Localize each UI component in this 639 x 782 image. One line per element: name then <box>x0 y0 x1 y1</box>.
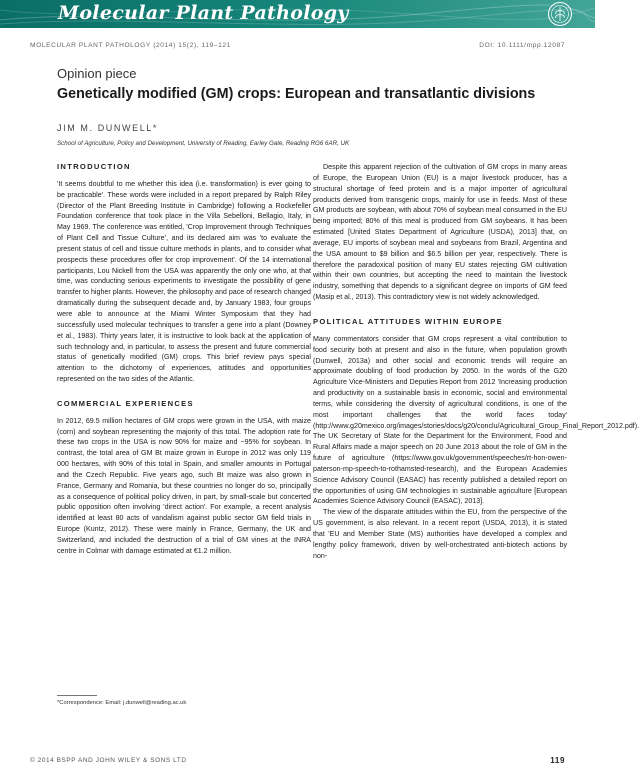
introduction-heading: INTRODUCTION <box>57 162 131 171</box>
journal-name: Molecular Plant Pathology <box>58 2 349 24</box>
right-column <box>313 162 639 562</box>
correspondence-note: *Correspondence: Email: j.dunwell@reading.ac.uk <box>57 700 187 706</box>
article-type: Opinion piece <box>57 66 137 81</box>
footnote-rule <box>57 695 97 696</box>
introduction-paragraph: 'It seems doubtful to me whether this idea (i.e. transformation) is ever going to be practicable'. These words were included in a report prepared by Ralph Riley (Director of the Plant Breeding Institute in Cambridge) following a Rockefeller Foundation conference that took place in the Villa Sebelloni, Bellagio, Italy, in May 1969. The conference was entitled, 'Crop Improvement through Techniques of Plant Cell and Tissue Culture', and its declared aim was 'to evaluate the present status of cell and tissue culture methods in plants, and to consider what prospects these procedures offer for crop improvement'. Of the 14 international participants, Lou Nickell from the USA was apparently the only one who, at that time, was conducting serious experiments to investigate the possibility of gene transfer to higher plants. However, the philosophy and pace of research changed dramatically during the subsequent decade and, by January 1983, four groups were able to announce at the Miami Winter Symposium that they had successfully used molecular techniques to transfer a gene into a plant (Downey et al., 1983). Thirty years later, it is instructive to look back at the application of such technology and, in particular, to assess the present and future commercial status of genetically modified (GM) crops. This brief review pays special attention to the dichotomy of experiences, attitudes and opportunities represented on the two sides of the Atlantic. <box>57 179 311 384</box>
journal-banner <box>0 0 595 28</box>
political-paragraph-2: The view of the disparate attitudes within the EU, from the perspective of the US government, is also relevant. In a recent report (USDA, 2013), it is stated that 'EU and Member State (MS) authorities have developed a complex and lengthy policy framework, driven by well-orchestrated anti-biotech actions by non- <box>313 508 567 560</box>
commercial-paragraph-1: In 2012, 69.5 million hectares of GM crops were grown in the USA, with maize (corn) and soybean representing the majority of this total. The adoption rate for these two crops in the USA is now 90% for maize and ~95% for soybean. In contrast, the total area of GM Bt maize grown in Europe in 2012 was only 119 000 hectares, with 90% of this total in Spain, and smaller amounts in Portugal and the Czech Republic. Five years ago, such Bt maize was also grown in France, Germany and Romania, but these countries no longer do so, principally as a consequence of political policy driven, in part, by small-scale but concerted public opposition often involving 'direct action'. For example, a recent analysis identified at least 80 acts of vandalism against public sector GM field trials in Europe (Kuntz, 2012). These were mainly in France, Germany, the UK and Switzerland, and included the destruction of a trial of GM vines at the INRA centre in Colmar with damage estimated at €1.2 million. <box>57 416 311 555</box>
author-name: JIM M. DUNWELL* <box>57 123 159 133</box>
page-number: 119 <box>550 756 565 765</box>
commercial-heading: COMMERCIAL EXPERIENCES <box>57 398 194 408</box>
running-head-doi: DOI: 10.1111/mpp.12087 <box>479 42 565 49</box>
copyright-notice: © 2014 BSPP AND JOHN WILEY & SONS LTD <box>30 757 187 764</box>
bspp-logo-icon <box>547 1 573 27</box>
article-title: Genetically modified (GM) crops: European and transatlantic divisions <box>57 86 536 102</box>
political-paragraph-1: Many commentators consider that GM crops represent a vital contribution to food security both at present and also in the future, when population growth (Dunwell, 2013a) and other social and economic trends will require an approximate doubling of food production by 2050. In the words of the G20 Agriculture Vice-Ministers and Deputies Report from 2012 'Increasing production and productivity on a sustainable basis in economic, social and environmental terms, while considering the diversity of agricultural conditions, is one of the most important challenges that the world faces today' (http://www.g20mexico.org/images/stories/docs/g20/conclu/Agricultural_Group_Final_Report_2012.pdf). The UK Secretary of State for the Department for the Environment, Food and Rural Affairs made a major speech on 20 June 2013 about the role of GM in the future of agriculture (https://www.gov.uk/government/speeches/rt-hon-owen-paterson-mp-speech-to-rothamsted-research), and the European Academies Science Advisory Council (EASAC) has recently published a detailed report on the opportunities of using GM technologies in sustainable agriculture [European Academies Science Advisory Council (EASAC), 2013]. <box>313 334 639 506</box>
commercial-paragraph-2: Despite this apparent rejection of the cultivation of GM crops in many areas of Europe, the European Union (EU) is a major livestock producer, has a structural shortage of feed protein and is a major importer of agricultural products derived from transgenic crops, mainly for use in feeds. Most of these GM products are soybean, with about 70% of soybean meal consumed in the EU being imported; 80% of this meal is produced from GM soybeans. It has been estimated [United States Department of Agriculture (USDA), 2013] that, on average, EU imports of soybean meal and soybeans from Brazil, Argentina and the USA amount to $9 billion and $6.5 billion per year, respectively. There is therefore the paradoxical position of many EU states rejecting GM cultivation within their own countries, but accepting the need to maintain the livestock industry, something that depends to a significant degree on imports of GM feed (Masip et al., 2013). This contradictory view is not widely acknowledged. <box>313 163 567 302</box>
left-column <box>57 162 311 557</box>
running-head-citation: MOLECULAR PLANT PATHOLOGY (2014) 15(2), 119–121 <box>30 42 231 49</box>
political-heading: POLITICAL ATTITUDES WITHIN EUROPE <box>313 316 503 326</box>
author-affiliation: School of Agriculture, Policy and Development, University of Reading, Earley Gate, Reading RG6 6AR, UK <box>57 140 350 147</box>
